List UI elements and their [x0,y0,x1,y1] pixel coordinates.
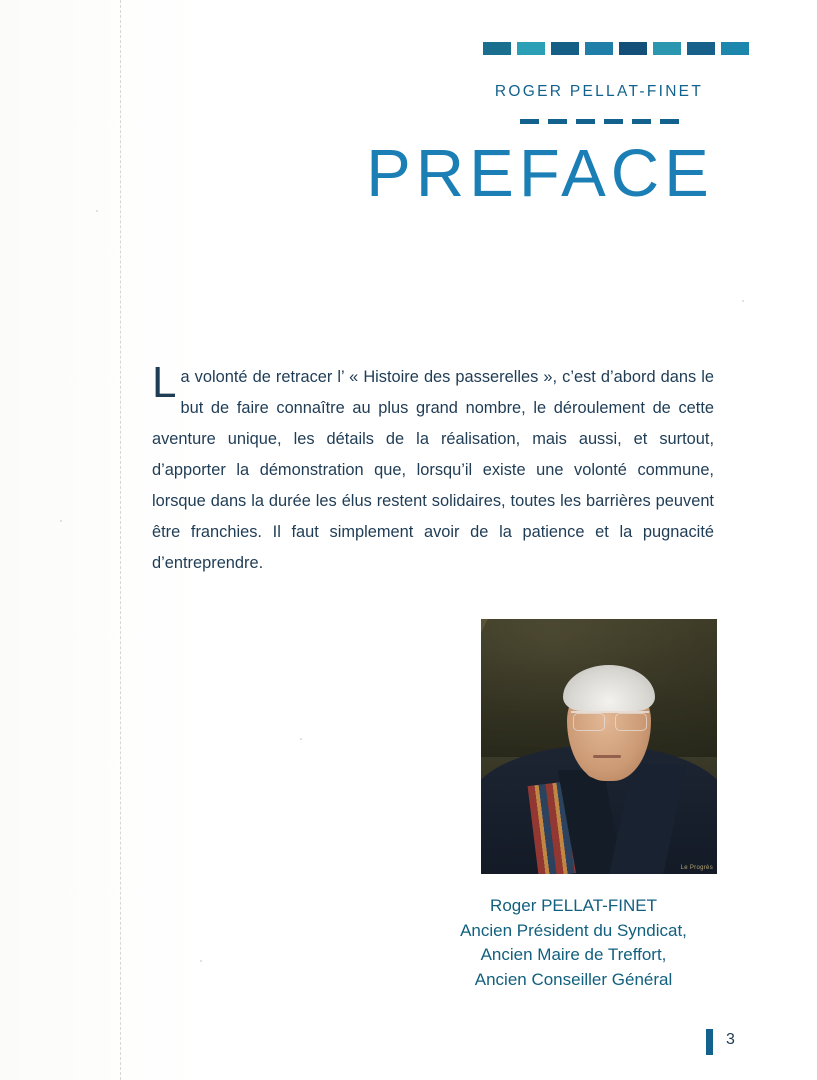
author-kicker: ROGER PELLAT-FINET [494,83,704,100]
caption-line-3: Ancien Maire de Treffort, [480,945,667,964]
top-bar-block [517,42,545,55]
top-bar-block [721,42,749,55]
separator-dash [520,119,539,124]
page-number: 3 [726,1031,735,1048]
caption-line-1: Roger PELLAT-FINET [490,896,657,915]
dashed-separator [483,119,715,124]
photo-watermark: Le Progrès [680,865,713,871]
page-number-accent-bar [706,1029,713,1055]
top-bar-block [585,42,613,55]
top-bar-block [619,42,647,55]
separator-dash [576,119,595,124]
separator-dash [548,119,567,124]
top-bar-block [687,42,715,55]
caption-line-4: Ancien Conseiller Général [474,969,673,989]
separator-dash [632,119,651,124]
photo-caption [430,894,717,992]
scan-speck [300,738,302,740]
top-decorative-bar [483,42,749,55]
drop-cap: L [152,358,177,407]
portrait-photo [481,619,717,874]
body-paragraph-text: a volonté de retracer l’ « Histoire des passerelles », c’est d’abord dans le but de faire connaître au plus grand nombre, le déroulement de cette aventure unique, les détails de la réalisation, mais aussi, et surtout, d’apporter la démonstration que, lorsqu’il existe une volonté commune, lorsque dans la durée les élus restent solidaires, toutes les barrières peuvent être franchies. Il faut simplement avoir de la patience et la pugnacité d’entreprendre. [152,368,714,572]
page-title: PREFACE [366,136,714,211]
scan-speck [96,210,98,212]
top-bar-block [551,42,579,55]
fold-line [120,0,121,1080]
scan-speck [60,520,62,522]
body-paragraph [152,358,714,579]
top-bar-block [483,42,511,55]
scan-speck [742,300,744,302]
separator-dash [604,119,623,124]
scan-speck [200,960,202,962]
caption-line-2: Ancien Président du Syndicat, [460,920,687,940]
top-bar-block [653,42,681,55]
photo-glasses [571,711,649,730]
separator-dash [660,119,679,124]
photo-mouth [593,755,621,758]
